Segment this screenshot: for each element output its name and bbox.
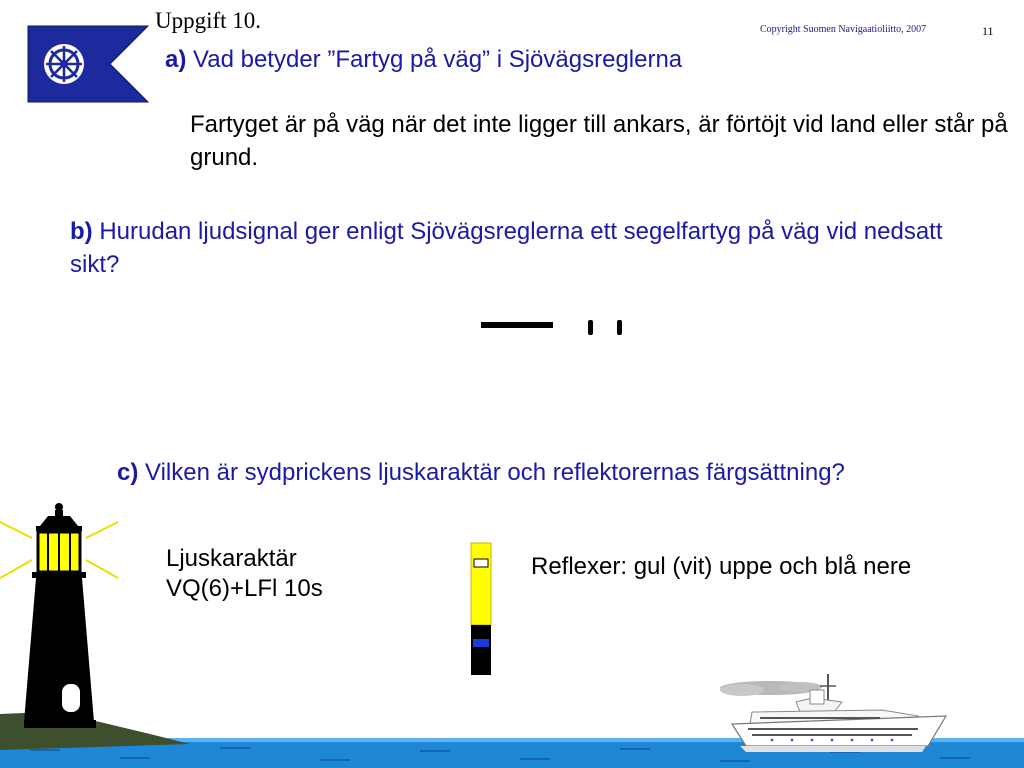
- question-a: [165, 43, 682, 76]
- question-c-text: Vilken är sydprickens ljuskaraktär och reflektorernas färgsättning?: [145, 459, 845, 486]
- question-c-letter: c): [117, 459, 139, 486]
- question-a-letter: a): [165, 46, 187, 73]
- south-cardinal-mark-icon: [470, 542, 492, 676]
- signal-short-blast-1: [588, 320, 593, 335]
- light-character-label: Ljuskaraktär: [166, 545, 297, 572]
- question-b: [70, 215, 980, 281]
- question-b-letter: b): [70, 218, 93, 245]
- question-a-text: Vad betyder ”Fartyg på väg” i Sjövägsreglerna: [193, 46, 683, 73]
- light-character-value: VQ(6)+LFl 10s: [166, 575, 323, 602]
- signal-short-blast-2: [617, 320, 622, 335]
- question-c: [117, 456, 1017, 489]
- lighthouse-icon: [0, 500, 200, 750]
- copyright-notice: Copyright Suomen Navigaatioliitto, 2007: [760, 24, 927, 35]
- page-number: 11: [982, 24, 994, 38]
- cruise-ship-icon: [712, 672, 952, 756]
- reflector-white: [474, 559, 488, 567]
- reflector-answer: Reflexer: gul (vit) uppe och blå nere: [531, 553, 912, 580]
- answer-a: Fartyget är på väg när det inte ligger till ankars, är förtöjt vid land eller står på grund.: [190, 111, 1008, 171]
- reflector-blue: [473, 639, 489, 647]
- slide-title: Uppgift 10.: [155, 8, 262, 33]
- club-flag-icon: [26, 24, 150, 104]
- question-b-text: Hurudan ljudsignal ger enligt Sjövägsreglerna ett segelfartyg på väg vid nedsatt sikt?: [70, 218, 943, 278]
- sound-signal-diagram: [478, 316, 638, 340]
- signal-long-blast: [481, 322, 553, 328]
